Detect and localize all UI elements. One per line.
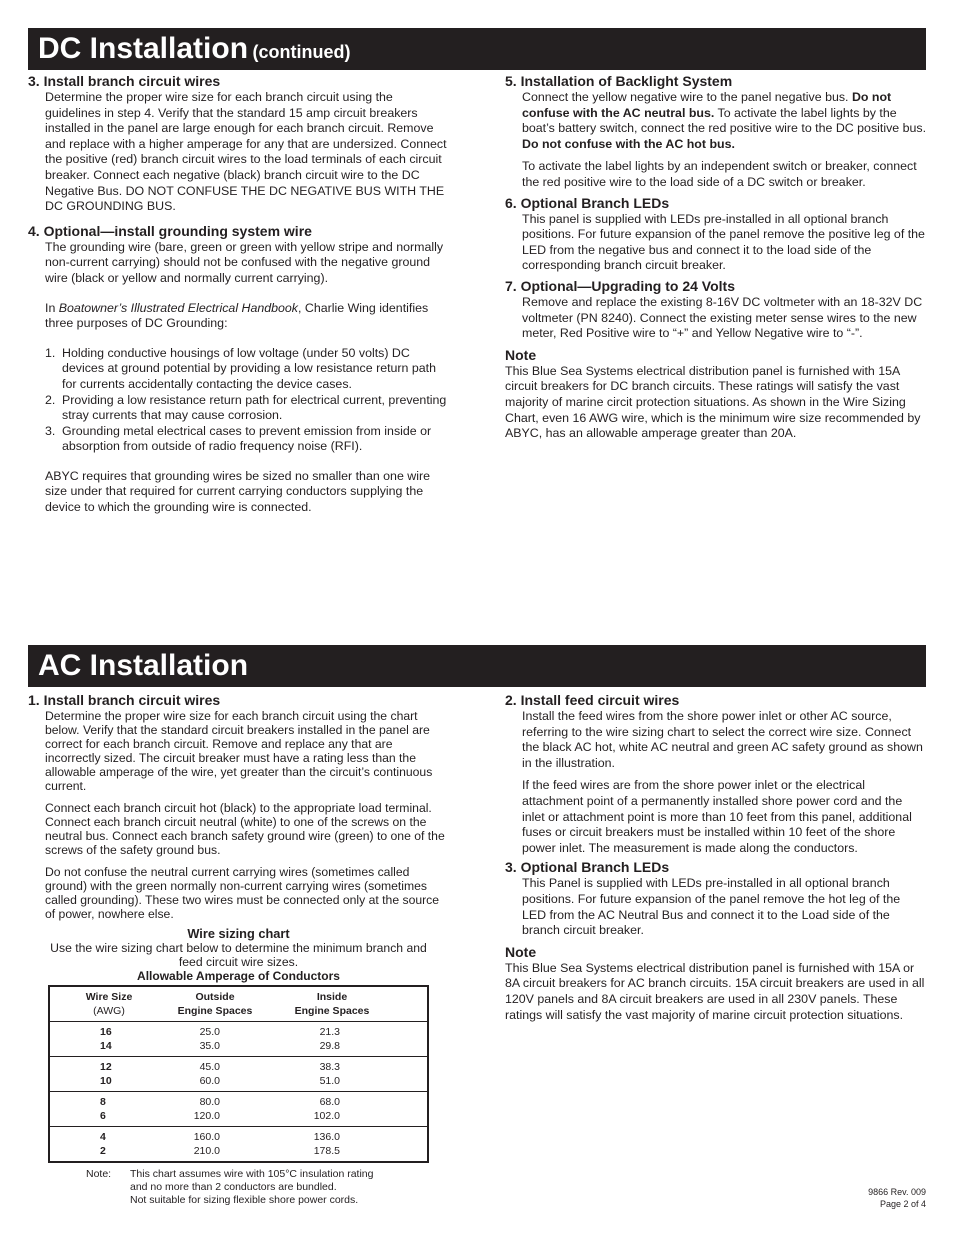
ac-step1-heading: 1. Install branch circuit wires <box>28 692 221 708</box>
dc-installation-banner <box>28 28 926 70</box>
table-note-text: This chart assumes wire with 105°C insulation rating and no more than 2 conductors are bundled. Not suitable for sizing flexible shore power cords. <box>130 1168 374 1206</box>
page-footer <box>868 1187 926 1210</box>
allowable-amperage-title: Allowable Amperage of Conductors <box>137 969 340 983</box>
outside-cell: 45.0 60.0 <box>199 1061 220 1087</box>
wire-sizing-chart-intro: Use the wire sizing chart below to determine the minimum branch and feed circuit wire sizes. <box>50 941 427 969</box>
dc-step5-body <box>522 90 927 191</box>
table-note-label: Note: <box>86 1168 112 1180</box>
dc-step3-body <box>45 90 448 215</box>
dc-step4-body <box>45 240 448 516</box>
ac-right-column <box>505 692 927 1023</box>
list-item: 1. Holding conductive housings of low voltage (under 50 volts) DC devices at ground potential by providing a low resistance return path for currents accidentally contacting the device cases. <box>45 345 437 391</box>
handbook-title: Boatowner’s Illustrated Electrical Handbook <box>58 300 299 315</box>
outside-cell: 25.0 35.0 <box>199 1026 220 1052</box>
dc-grounding-purposes-list <box>45 346 448 455</box>
dc-step7-body <box>522 295 927 342</box>
dc-step4-p3: ABYC requires that grounding wires be sized no smaller than one wire size under that required for current carrying conductors supplying the device to which the grounding wire is connected. <box>45 468 430 515</box>
ac-step1-p1: Determine the proper wire size for each branch circuit using the chart below. Verify that the standard circuit breakers installed in the panel are correct for each branch circuit. Remove and replace any that are incorrectly sized. The circuit breaker must have a rating less than the allowable amperage of the wire, yet greater than the circuit’s continuous current. <box>45 709 433 793</box>
dc-step7-heading: 7. Optional—Upgrading to 24 Volts <box>505 277 735 294</box>
awg-cell: 16 14 <box>100 1026 112 1052</box>
awg-cell: 8 6 <box>100 1096 106 1122</box>
dc-note-text: This Blue Sea Systems electrical distribution panel is furnished with 15A circuit breakers for DC branch circuits. These ratings will satisfy the vast majority of marine circit protection situations. As shown in the Wire Sizing Chart, even 16 AWG wire, which is the minimum wire size recommended by ABYC, has an allowable amperage greater than 20A. <box>505 363 921 441</box>
ac-installation-banner <box>28 645 926 687</box>
outside-cell: 160.0 210.0 <box>193 1131 220 1157</box>
dc-step6-body <box>522 212 927 274</box>
ac-step1-p3: Do not confuse the neutral current carrying wires (sometimes called ground) with the green normally non-current carrying wires (sometimes called grounding). These two wires must be connected only at the source of power, nowhere else. <box>45 865 440 921</box>
dc-step3-heading: 3. Install branch circuit wires <box>28 73 221 89</box>
awg-cell: 4 2 <box>100 1131 106 1157</box>
dc-step5-heading: 5. Installation of Backlight System <box>505 73 733 89</box>
list-item: 3. Grounding metal electrical cases to prevent emission from inside or absorption from outside of radio frequency noise (RFI). <box>45 423 432 454</box>
table-row-group <box>50 1056 427 1092</box>
inside-cell: 68.0 102.0 <box>313 1096 340 1122</box>
dc-step6-heading: 6. Optional Branch LEDs <box>505 194 670 211</box>
inside-cell: 38.3 51.0 <box>319 1061 340 1087</box>
ac-step2-heading: 2. Install feed circuit wires <box>505 692 680 708</box>
dc-step3-text: Determine the proper wire size for each branch circuit using the guidelines in step 4. Verify that the standard 15 amp circuit breakers installed in the panel are large enough for each branch circuit. Remove and replace with a higher amperage for any that are undersized. Connect the positive (red) branch circuit wires to the load terminals of each circuit breaker. Connect each negative (black) branch circuit wire to the DC Negative Bus. DO NOT CONFUSE THE DC NEGATIVE BUS WITH THE DC GROUNDING BUS. <box>45 90 447 214</box>
ac-step2-p1: Install the feed wires from the shore power inlet or other AC source, referring to the wire sizing chart to select the correct wire size. Connect the black AC hot, white AC neutral and green AC safety ground as shown in the illustration. <box>522 709 923 770</box>
col-header-outside: Outside Engine Spaces <box>177 991 253 1017</box>
wire-sizing-chart-header <box>48 926 429 983</box>
dc-note-heading: Note <box>505 346 537 363</box>
dc-step4-p1: The grounding wire (bare, green or green with yellow stripe and normally non-current carrying) should not be confused with the negative ground wire (black or yellow and normally current carrying). <box>45 239 444 285</box>
ac-step2-body <box>522 709 927 856</box>
table-row-group <box>50 1091 427 1127</box>
page-number: Page 2 of 4 <box>879 1198 926 1209</box>
inside-cell: 21.3 29.8 <box>319 1026 340 1052</box>
table-row-group <box>50 1126 427 1162</box>
document-revision: 9866 Rev. 009 <box>868 1187 926 1197</box>
dc-step6-text: This panel is supplied with LEDs pre-installed in all optional branch positions. For future expansion of the panel remove the positive leg of the LED from the negative bus and connect it to the load side of the corresponding branch circuit breaker. <box>522 211 925 273</box>
dc-title-suffix: (continued) <box>252 42 351 62</box>
table-row-group <box>50 1021 427 1057</box>
dc-step5-p2: To activate the label lights by an independent switch or breaker, connect the red positive wire to the load side of a DC switch or breaker. <box>522 159 917 189</box>
list-item: 2. Providing a low resistance return path for electrical current, preventing stray currents that may cause corrosion. <box>45 392 447 423</box>
ac-title: AC Installation <box>38 649 249 682</box>
inside-cell: 136.0 178.5 <box>313 1131 340 1157</box>
dc-step7-text: Remove and replace the existing 8-16V DC voltmeter with an 18-32V DC voltmeter (PN 8240). Connect the existing meter sense wires to the new meter, Red Positive wire to “+” and Yellow Negative wire to “-”. <box>522 294 923 341</box>
ac-step3-text: This Panel is supplied with LEDs pre-installed in all optional branch positions. For future expansion of the panel remove the hot leg of the LED from the AC Neutral Bus and connect it to the Load side of the branch circuit breaker. <box>522 876 901 938</box>
dc-step4-heading: 4. Optional—install grounding system wire <box>28 222 312 239</box>
wire-sizing-chart-heading: Wire sizing chart <box>187 926 290 941</box>
ac-step3-heading: 3. Optional Branch LEDs <box>505 859 670 876</box>
wire-sizing-table <box>48 985 429 1163</box>
ac-step3-body <box>522 876 927 938</box>
dc-step4-p2: In Boatowner’s Illustrated Electrical Handbook, Charlie Wing identifies three purposes of DC Grounding: <box>45 300 429 331</box>
ac-note-text: This Blue Sea Systems electrical distribution panel is furnished with 15A or 8A circuit breakers for AC branch circuits. 15A circuit breakers are used in all 120V panels and 8A circuit breakers are used in all 230V panels. These ratings will satisfy the vast majority of marine circuit protection situations. <box>505 960 925 1022</box>
ac-step1-p2: Connect each branch circuit hot (black) to the appropriate load terminal. Connect each branch circuit neutral (white) to one of the screws on the neutral bus. Connect each branch safety ground wire (green) to one of the screws of the safety ground bus. <box>45 801 445 857</box>
ac-note-heading: Note <box>505 943 537 960</box>
col-header-inside: Inside Engine Spaces <box>294 991 370 1017</box>
ac-step1-body <box>45 709 448 921</box>
ac-step2-p2: If the feed wires are from the shore power inlet or the electrical attachment point of a permanently installed shore power cord and the inlet or attachment point is more than 10 feet from this panel, additional fuses or circuit breakers must be installed within 10 feet of the shore power inlet. The measurement is made along the conductors. <box>522 778 912 855</box>
dc-step5-p1: Connect the yellow negative wire to the panel negative bus. Do not confuse with the AC neutral bus. To activate the label lights by the boat’s battery switch, connect the red positive wire to the DC positive bus. Do not confuse with the AC hot bus. <box>522 90 927 151</box>
dc-left-column <box>28 73 448 516</box>
awg-cell: 12 10 <box>100 1061 112 1087</box>
col-header-wire-size: Wire Size (AWG) <box>85 991 133 1017</box>
dc-right-column <box>505 73 927 442</box>
outside-cell: 80.0 120.0 <box>193 1096 220 1122</box>
ac-left-column <box>28 692 448 921</box>
dc-title: DC Installation <box>38 32 249 65</box>
